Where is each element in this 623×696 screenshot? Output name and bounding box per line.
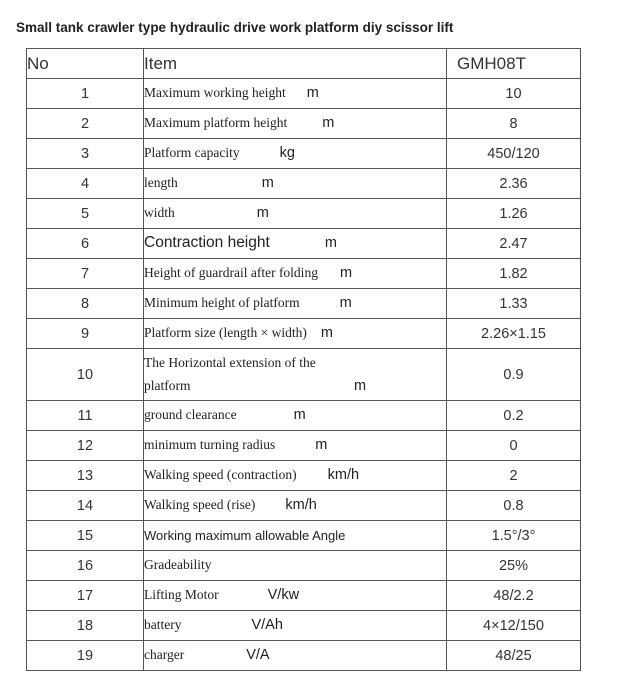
table-row [27, 521, 581, 551]
row-label: minimum turning radius [144, 436, 276, 452]
row-no: 15 [27, 521, 144, 551]
row-value: 1.82 [447, 259, 581, 289]
row-item [144, 431, 447, 461]
row-label: charger [144, 646, 185, 662]
table-row [27, 641, 581, 671]
row-no: 12 [27, 431, 144, 461]
row-value: 48/2.2 [447, 581, 581, 611]
row-label: Walking speed (contraction) [144, 466, 297, 482]
row-value: 0.8 [447, 491, 581, 521]
table-row [27, 229, 581, 259]
table-row [27, 289, 581, 319]
row-label: Minimum height of platform [144, 294, 300, 310]
row-value: 0 [447, 431, 581, 461]
row-no: 17 [27, 581, 144, 611]
row-item [144, 641, 447, 671]
row-unit: m [324, 235, 337, 252]
row-no: 13 [27, 461, 144, 491]
row-unit: V/Ah [251, 616, 283, 633]
row-no: 10 [27, 349, 144, 401]
table-row [27, 461, 581, 491]
table-row [27, 551, 581, 581]
header-model: GMH08T [447, 49, 581, 79]
row-no: 4 [27, 169, 144, 199]
row-item [144, 109, 447, 139]
table-row [27, 431, 581, 461]
row-item [144, 289, 447, 319]
row-label: Working maximum allowable Angle [144, 527, 346, 543]
row-item [144, 461, 447, 491]
row-item [144, 139, 447, 169]
row-item [144, 79, 447, 109]
table-row [27, 79, 581, 109]
row-item [144, 491, 447, 521]
table-row [27, 199, 581, 229]
row-label: Height of guardrail after folding [144, 264, 318, 280]
row-item [144, 611, 447, 641]
row-no: 5 [27, 199, 144, 229]
table-row [27, 259, 581, 289]
row-no: 9 [27, 319, 144, 349]
row-unit: m [293, 406, 306, 423]
row-label: Contraction height [144, 234, 270, 252]
row-unit: m [354, 378, 367, 394]
table-row [27, 139, 581, 169]
row-unit: V/kw [267, 586, 300, 603]
row-label: Platform capacity [144, 144, 240, 160]
row-no: 6 [27, 229, 144, 259]
row-no: 16 [27, 551, 144, 581]
row-item [144, 259, 447, 289]
header-no: No [27, 49, 144, 79]
row-item [144, 199, 447, 229]
row-value: 2.47 [447, 229, 581, 259]
row-unit: m [261, 174, 274, 191]
table-row [27, 581, 581, 611]
table-row [27, 491, 581, 521]
row-label: The Horizontal extension of the platform [144, 355, 316, 393]
row-no: 18 [27, 611, 144, 641]
row-unit: m [339, 264, 353, 281]
row-no: 19 [27, 641, 144, 671]
row-unit: V/A [246, 646, 270, 663]
table-row [27, 401, 581, 431]
table-header-row [27, 49, 581, 79]
row-unit: km/h [285, 496, 317, 513]
table-row [27, 109, 581, 139]
row-value: 1.5°/3° [447, 521, 581, 551]
row-no: 3 [27, 139, 144, 169]
row-value: 10 [447, 79, 581, 109]
row-item [144, 319, 447, 349]
row-value: 0.9 [447, 349, 581, 401]
row-value: 25% [447, 551, 581, 581]
row-no: 14 [27, 491, 144, 521]
row-unit: km/h [327, 466, 360, 483]
table-row [27, 349, 581, 401]
row-unit: m [256, 204, 269, 221]
row-value: 4×12/150 [447, 611, 581, 641]
row-no: 2 [27, 109, 144, 139]
row-item [144, 349, 447, 401]
row-unit: m [320, 324, 333, 341]
row-item [144, 229, 447, 259]
row-item [144, 521, 447, 551]
row-label: Lifting Motor [144, 586, 219, 602]
row-unit: m [339, 294, 352, 311]
row-no: 7 [27, 259, 144, 289]
row-label: width [144, 204, 175, 220]
row-label: Maximum working height [144, 84, 286, 100]
row-value: 450/120 [447, 139, 581, 169]
row-label: Gradeability [144, 557, 212, 573]
row-value: 2.26×1.15 [447, 319, 581, 349]
row-value: 8 [447, 109, 581, 139]
row-value: 2 [447, 461, 581, 491]
table-row [27, 169, 581, 199]
row-value: 48/25 [447, 641, 581, 671]
row-value: 2.36 [447, 169, 581, 199]
row-value: 1.33 [447, 289, 581, 319]
row-no: 11 [27, 401, 144, 431]
row-item [144, 401, 447, 431]
page-title: Small tank crawler type hydraulic drive work platform diy scissor lift [16, 20, 454, 35]
table-row [27, 319, 581, 349]
row-unit: m [322, 114, 335, 131]
row-label: Platform size (length × width) [144, 324, 307, 340]
row-value: 0.2 [447, 401, 581, 431]
row-label: battery [144, 616, 182, 632]
row-label: Maximum platform height [144, 114, 288, 130]
row-unit: m [306, 84, 319, 101]
row-no: 1 [27, 79, 144, 109]
row-unit: m [315, 436, 328, 453]
row-unit: kg [279, 144, 295, 161]
header-item: Item [144, 49, 447, 79]
row-no: 8 [27, 289, 144, 319]
row-label: length [144, 174, 178, 190]
row-item [144, 551, 447, 581]
row-value: 1.26 [447, 199, 581, 229]
row-item [144, 581, 447, 611]
row-label: Walking speed (rise) [144, 496, 256, 512]
row-item [144, 169, 447, 199]
table-row [27, 611, 581, 641]
spec-table [26, 48, 581, 671]
row-label: ground clearance [144, 406, 237, 422]
